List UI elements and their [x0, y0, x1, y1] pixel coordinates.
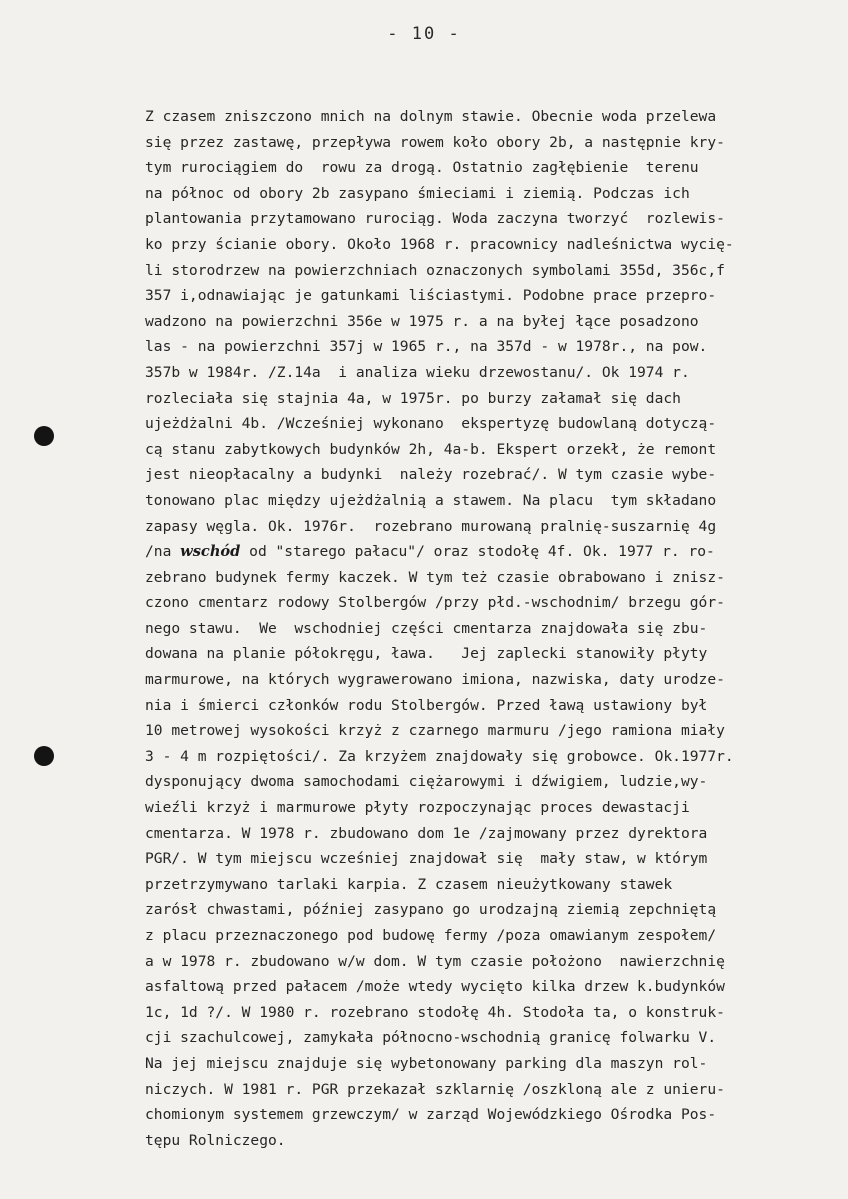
- text-line: a w 1978 r. zbudowano w/w dom. W tym czasie położono nawierzchnię: [145, 952, 725, 970]
- text-line: dowana na planie półokręgu, ława. Jej zaplecki stanowiły płyty: [145, 645, 708, 663]
- text-line: 357b w 1984r. /Z.14a i analiza wieku drzewostanu/. Ok 1974 r.: [145, 363, 690, 381]
- text-line-with-handwriting: [145, 539, 845, 565]
- text-line: chomionym systemem grzewczym/ w zarząd Wojewódzkiego Ośrodka Pos-: [145, 1106, 717, 1124]
- text-line: zebrano budynek fermy kaczek. W tym też czasie obrabowano i znisz-: [145, 568, 725, 586]
- text-line: tonowano plac między ujeżdżalnią a stawem. Na placu tym składano: [145, 491, 717, 509]
- punch-hole-bottom: [34, 746, 54, 766]
- text-line: cji szachulcowej, zamykała północno-wschodnią granicę folwarku V.: [145, 1029, 717, 1047]
- text-line: cmentarza. W 1978 r. zbudowano dom 1e /zajmowany przez dyrektora: [145, 824, 708, 842]
- text-line: tym rurociągiem do rowu za drogą. Ostatnio zagłębienie terenu: [145, 159, 699, 177]
- text-line: zarósł chwastami, później zasypano go urodzajną ziemią zepchniętą: [145, 901, 717, 919]
- text-line: ujeżdżalni 4b. /Wcześniej wykonano ekspertyzę budowlaną dotyczą-: [145, 415, 717, 433]
- text-line: 1c, 1d ?/. W 1980 r. rozebrano stodołę 4h. Stodoła ta, o konstruk-: [145, 1003, 725, 1021]
- handwritten-insert: wschód: [180, 543, 241, 561]
- text-line: przetrzymywano tarlaki karpia. Z czasem nieużytkowany stawek: [145, 875, 673, 893]
- text-line: nia i śmierci członków rodu Stolbergów. Przed ławą ustawiony był: [145, 696, 708, 714]
- text-line: 357 i,odnawiając je gatunkami liściastymi. Podobne prace przepro-: [145, 287, 717, 305]
- text-line: las - na powierzchni 357j w 1965 r., na 357d - w 1978r., na pow.: [145, 338, 708, 356]
- text-line: nego stawu. We wschodniej części cmentarza znajdowała się zbu-: [145, 619, 708, 637]
- text-line: niczych. W 1981 r. PGR przekazał szklarnię /oszkloną ale z unieru-: [145, 1080, 725, 1098]
- text-line: marmurowe, na których wygrawerowano imiona, nazwiska, daty urodze-: [145, 671, 725, 689]
- text-line: Z czasem zniszczono mnich na dolnym stawie. Obecnie woda przelewa: [145, 108, 717, 125]
- text-line: czono cmentarz rodowy Stolbergów /przy płd.-wschodnim/ brzegu gór-: [145, 594, 725, 612]
- text-line: rozleciała się stajnia 4a, w 1975r. po burzy załamał się dach: [145, 389, 681, 407]
- text-line: dysponujący dwoma samochodami ciężarowymi i dźwigiem, ludzie,wy-: [145, 773, 708, 791]
- text-line: zapasy węgla. Ok. 1976r. rozebrano murowaną pralnię-suszarnię 4g: [145, 517, 717, 535]
- text-line: li storodrzew na powierzchniach oznaczonych symbolami 355d, 356c,f: [145, 261, 725, 279]
- text-line: 3 - 4 m rozpiętości/. Za krzyżem znajdowały się grobowce. Ok.1977r.: [145, 747, 734, 765]
- text-line: wadzono na powierzchni 356e w 1975 r. a na byłej łące posadzono: [145, 312, 699, 330]
- text-line: asfaltową przed pałacem /może wtedy wycięto kilka drzew k.budynków: [145, 978, 725, 996]
- text-line-rest: od "starego pałacu"/ oraz stodołę 4f. Ok. 1977 r. ro-: [240, 543, 715, 561]
- punch-hole-top: [34, 426, 54, 446]
- page-number: - 10 -: [387, 24, 461, 44]
- text-line: 10 metrowej wysokości krzyż z czarnego marmuru /jego ramiona miały: [145, 722, 725, 740]
- text-line: PGR/. W tym miejscu wcześniej znajdował się mały staw, w którym: [145, 850, 708, 868]
- body-text: [145, 104, 845, 1153]
- text-line: z placu przeznaczonego pod budowę fermy /poza omawianym zespołem/: [145, 927, 717, 944]
- text-line: jest nieopłacalny a budynki należy rozebrać/. W tym czasie wybe-: [145, 466, 717, 484]
- text-line: Na jej miejscu znajduje się wybetonowany parking dla maszyn rol-: [145, 1054, 708, 1072]
- text-line: ko przy ścianie obory. Około 1968 r. pracownicy nadleśnictwa wycię-: [145, 235, 734, 253]
- text-line: plantowania przytamowano rurociąg. Woda zaczyna tworzyć rozlewis-: [145, 210, 725, 228]
- text-line: wieźli krzyż i marmurowe płyty rozpoczynając proces dewastacji: [145, 799, 690, 817]
- text-line: na północ od obory 2b zasypano śmieciami i ziemią. Podczas ich: [145, 184, 690, 202]
- text-line: cą stanu zabytkowych budynków 2h, 4a-b. Ekspert orzekł, że remont: [145, 440, 717, 458]
- text-line-start: /na: [145, 543, 181, 561]
- text-line: się przez zastawę, przepływa rowem koło obory 2b, a następnie kry-: [145, 133, 725, 151]
- text-line: tępu Rolniczego.: [145, 1131, 286, 1149]
